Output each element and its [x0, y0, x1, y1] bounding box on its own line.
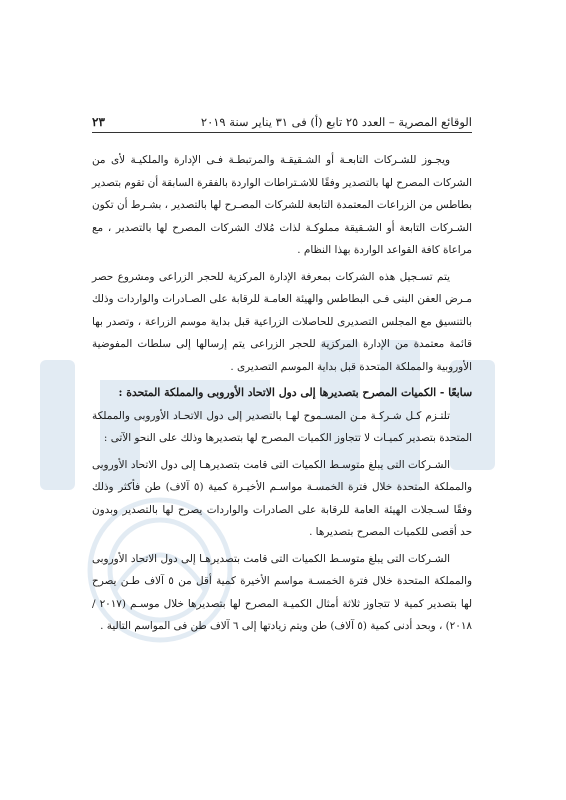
- document-body: [92, 149, 472, 638]
- section-seven-intro: تلتـزم كـل شـركـة مـن المسـموح لهـا بالتصدير إلى دول الاتحـاد الأوروبى والمملكة المتحدة بتصدير كميـات لا تتجاوز الكميات المصرح لها بتصديرها وذلك على النحو الآتى :: [92, 409, 472, 444]
- header-title: الوقائع المصرية – العدد ٢٥ تابع (أ) فى ٣١ يناير سنة ٢٠١٩: [200, 115, 472, 129]
- paragraph-registration: يتم تسـجيل هذه الشركات بمعرفة الإدارة المركزية للحجر الزراعى ومشروع حصر مـرض العفن البنى فـى البطاطس والهيئة العامـة للرقابة على الصـادرات والواردات وذلك بالتنسيق مع المجلس التصديرى للحاصلات الزراعية قبل بداية موسم الزراعة ، وتصدر بها قائمة معتمدة من الإدارة المركزية للحجر الزراعى يتم إرسالها إلى سلطات المفوضية الأوروبية والمملكة المتحدة قبل بداية الموسم التصديرى .: [92, 270, 472, 373]
- paragraph-affiliated-companies: ويجـوز للشـركات التابعـة أو الشـقيقـة والمرتبطـة فـى الإدارة والملكيـة لأى من الشركات المصرح لها بالتصدير وفقًا للاشـتراطات الواردة بالفقرة السابقة أن تقوم بتصدير بطاطس من الزراعات المعتمدة التابعة للشركات المصـرح لها بالتصدير ، بشـرط أن تكون الشـركات التابعة أو الشـقيقة مملوكـة لذات مُلاك الشركات المصرح لها بالتصدير ، مع مراعاة كافة القواعد الواردة بهذا النظام .: [92, 154, 472, 256]
- page-number: ٢٣: [92, 115, 105, 129]
- document-page: [92, 115, 472, 642]
- section-seven-item: الشـركات التى يبلغ متوسـط الكميات التى قامت بتصديرهـا إلى دول الاتحاد الأوروبى والمملكة المتحدة خلال فترة الخمسـة مواسم الأخيرة كمية أقل من ٥ آلاف طـن يصرح لها بتصدير كمية لا تتجاوز ثلاثة أمثال الكميـة المصرح لها بتصديرها خلال موسـم (٢٠١٧ / ٢٠١٨) ، وبحد أدنى كمية (٥ آلاف) طن ويتم زيادتها إلى ٦ آلاف طن فى المواسم التالية .: [92, 552, 472, 632]
- page-header: [92, 115, 472, 133]
- section-seven-item: الشـركات التى يبلغ متوسـط الكميات التى قامت بتصديرهـا إلى دول الاتحاد الأوروبى والمملكة المتحدة خلال فترة الخمسـة مواسـم الأخيـرة كمية (٥ آلاف) طن فأكثر وذلك وفقًا لسـجلات الهيئة العامة للرقابة على الصادرات والواردات يصرح لها بالتصدير وبدون حد أقصى للكميات المصرح بتصديرها .: [92, 458, 473, 538]
- section-seven-title: سابعًا - الكميات المصرح بتصديرها إلى دول الاتحاد الأوروبى والمملكة المتحدة :: [118, 386, 472, 399]
